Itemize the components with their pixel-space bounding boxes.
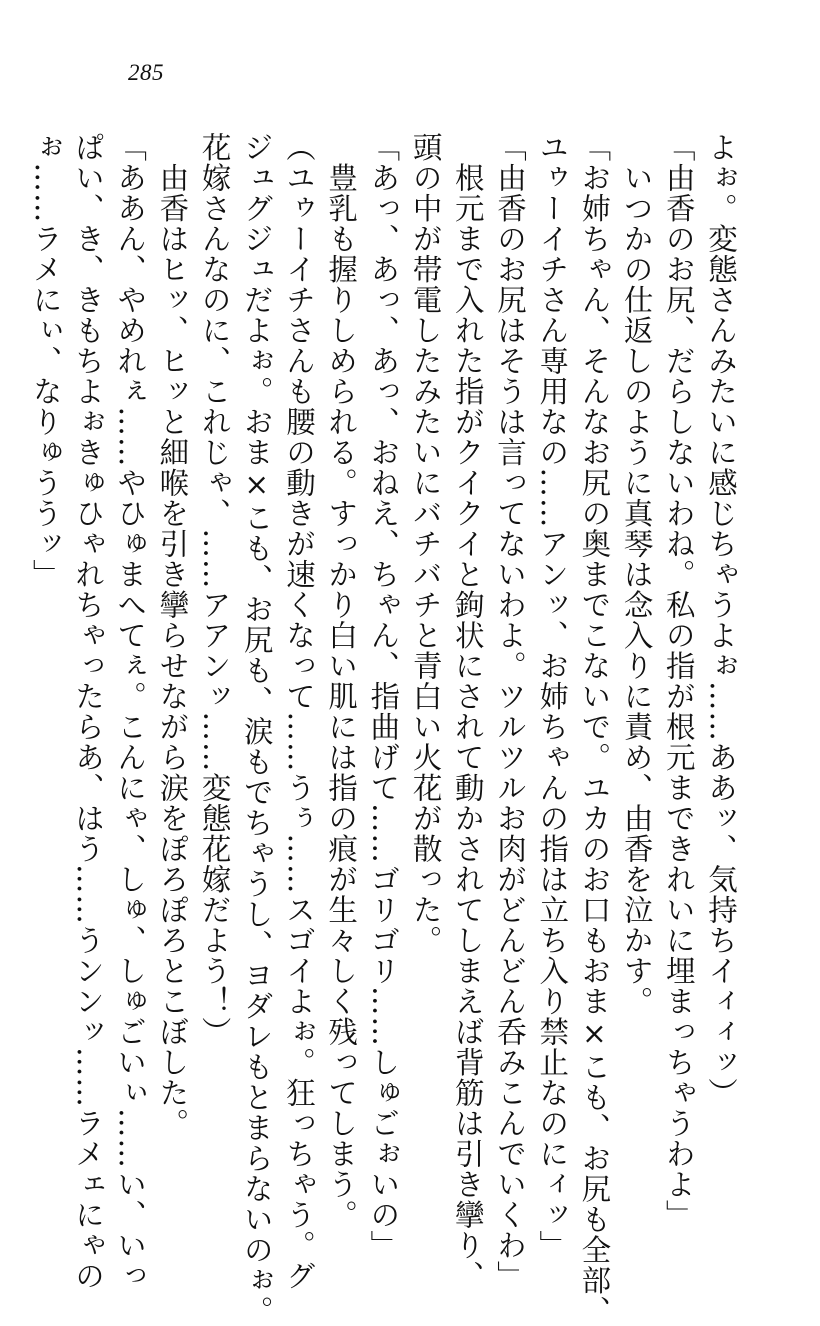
text-line: ぱい、き、きもちよぉきゅひゃれちゃったらあ、はう……うンンッ……ラメェにゃの [70,132,105,1291]
text-line: 頭の中が帯電したみたいにバチバチと青白い火花が散った。 [408,132,443,956]
text-line: 豊乳も握りしめられる。すっかり白い肌には指の痕が生々しく残ってしまう。 [324,132,359,1230]
text-line: 「ああん、やめれぇ……やひゅまへてぇ。こんにゃ、しゅ、しゅごいぃ……い、いっ [113,132,148,1291]
text-line: 「由香のお尻はそうは言ってないわよ。ツルツルお肉がどんどん呑みこんでいくわ」 [492,132,527,1291]
text-line: ジュグジュだよぉ。おま×こも、お尻も、涙もでちゃうし、ヨダレもとまらないのぉ。 [239,132,274,1326]
text-line: 「お姉ちゃん、そんなお尻の奥までこないで。ユカのお口もおま×こも、お尻も全部、 [577,132,612,1326]
text-line: ぉ……ラメにぃ、なりゅううッ」 [28,132,63,590]
text-line: （ユゥーイチさんも腰の動きが速くなって……うぅ……スゴイよぉ。狂っちゃう。グ [281,132,316,1291]
text-line: 「由香のお尻、だらしないわね。私の指が根元まできれいに埋まっちゃうわよ」 [661,132,696,1230]
text-line: ユゥーイチさん専用なの……アンッ、お姉ちゃんの指は立ち入り禁止なのにィッ」 [535,132,570,1261]
text-line: いつかの仕返しのように真琴は念入りに責め、由香を泣かす。 [619,132,654,1017]
vertical-text-body [28,132,742,1326]
text-line: 花嫁さんなのに、これじゃ、……アアンッ……変態花嫁だよう！） [197,132,232,1047]
text-line: よぉ。変態さんみたいに感じちゃうよぉ……ああッ、気持ちイィィッ） [704,132,738,1108]
text-line: 「あっ、あっ、あっ、おねえ、ちゃん、指曲げて……ゴリゴリ……しゅごぉいの」 [366,132,401,1261]
text-line: 根元まで入れた指がクイクイと鉤状にされて動かされてしまえば背筋は引き攣り、 [450,132,485,1291]
text-line: 由香はヒッ、ヒッと細喉を引き攣らせながら涙をぽろぽろとこぼした。 [155,132,190,1139]
page-number: 285 [128,60,164,85]
